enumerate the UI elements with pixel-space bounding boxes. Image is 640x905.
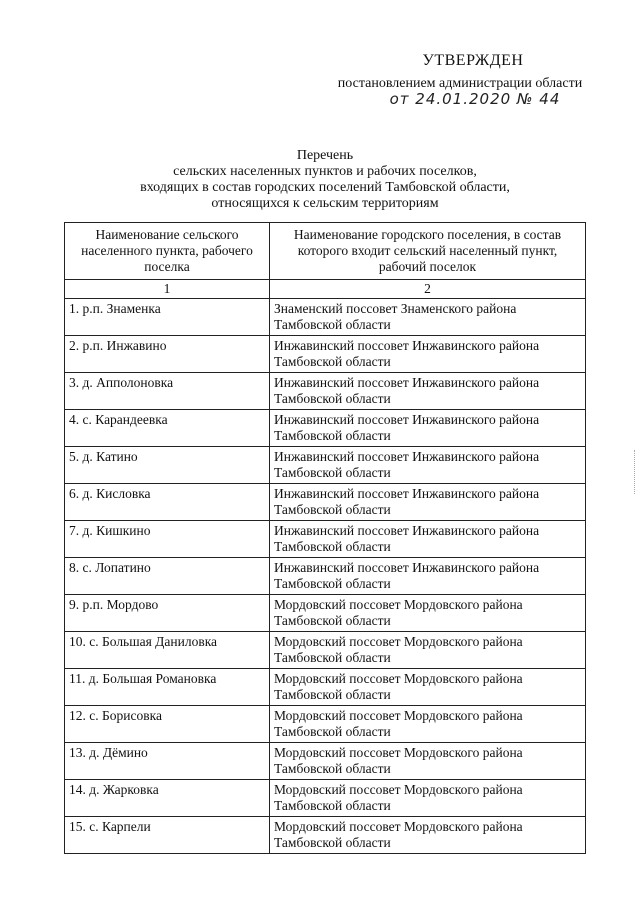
settlement-name-cell: 12. с. Борисовка: [65, 706, 270, 743]
table-row: [65, 447, 586, 484]
municipality-cell: Инжавинский поссовет Инжавинского района Тамбовской области: [270, 484, 586, 521]
table-row: [65, 558, 586, 595]
table-row: [65, 299, 586, 336]
settlement-name-cell: 8. с. Лопатино: [65, 558, 270, 595]
municipality-cell: Инжавинский поссовет Инжавинского района Тамбовской области: [270, 410, 586, 447]
column-header-settlement: Наименование сельского населенного пункта, рабочего поселка: [65, 223, 270, 280]
settlement-name-cell: 6. д. Кисловка: [65, 484, 270, 521]
column-header-municipality: Наименование городского поселения, в состав которого входит сельский населенный пункт, рабочий поселок: [270, 223, 586, 280]
table-row: [65, 817, 586, 854]
settlement-name-cell: 7. д. Кишкино: [65, 521, 270, 558]
municipality-cell: Инжавинский поссовет Инжавинского района Тамбовской области: [270, 558, 586, 595]
handwritten-date-number: от 24.01.2020 № 44: [389, 90, 561, 108]
approval-authority: постановлением администрации области: [337, 76, 583, 91]
settlement-name-cell: 5. д. Катино: [65, 447, 270, 484]
settlement-name-cell: 10. с. Большая Даниловка: [65, 632, 270, 669]
settlement-name-cell: 14. д. Жарковка: [65, 780, 270, 817]
table-body: [65, 299, 586, 854]
municipality-cell: Мордовский поссовет Мордовского района Тамбовской области: [270, 595, 586, 632]
municipality-cell: Мордовский поссовет Мордовского района Тамбовской области: [270, 706, 586, 743]
table-row: [65, 743, 586, 780]
municipality-cell: Инжавинский поссовет Инжавинского района Тамбовской области: [270, 447, 586, 484]
settlement-name-cell: 13. д. Дёмино: [65, 743, 270, 780]
table-row: [65, 595, 586, 632]
settlement-name-cell: 9. р.п. Мордово: [65, 595, 270, 632]
approval-block: [300, 52, 590, 108]
settlements-table: [64, 222, 586, 854]
municipality-cell: Знаменский поссовет Знаменского района Тамбовской области: [270, 299, 586, 336]
settlement-name-cell: 4. с. Карандеевка: [65, 410, 270, 447]
table-row: [65, 669, 586, 706]
municipality-cell: Инжавинский поссовет Инжавинского района Тамбовской области: [270, 521, 586, 558]
heading-line: относящихся к сельским территориям: [211, 196, 439, 211]
table-header-row: [65, 223, 586, 280]
settlement-name-cell: 15. с. Карпели: [65, 817, 270, 854]
municipality-cell: Мордовский поссовет Мордовского района Тамбовской области: [270, 632, 586, 669]
settlement-name-cell: 11. д. Большая Романовка: [65, 669, 270, 706]
municipality-cell: Инжавинский поссовет Инжавинского района Тамбовской области: [270, 336, 586, 373]
table-row: [65, 410, 586, 447]
table-row: [65, 780, 586, 817]
heading-line: Перечень: [296, 148, 354, 163]
table-row: [65, 373, 586, 410]
settlement-name-cell: 2. р.п. Инжавино: [65, 336, 270, 373]
column-number-row: [65, 280, 586, 299]
table-row: [65, 336, 586, 373]
column-number: 2: [270, 280, 586, 299]
municipality-cell: Инжавинский поссовет Инжавинского района Тамбовской области: [270, 373, 586, 410]
heading-line: входящих в состав городских поселений Тамбовской области,: [140, 180, 510, 195]
settlement-name-cell: 3. д. Апполоновка: [65, 373, 270, 410]
municipality-cell: Мордовский поссовет Мордовского района Тамбовской области: [270, 780, 586, 817]
heading-line: сельских населенных пунктов и рабочих поселков,: [173, 164, 477, 179]
document-heading: [60, 148, 590, 212]
table-row: [65, 632, 586, 669]
column-number: 1: [65, 280, 270, 299]
municipality-cell: Мордовский поссовет Мордовского района Тамбовской области: [270, 669, 586, 706]
settlement-name-cell: 1. р.п. Знаменка: [65, 299, 270, 336]
municipality-cell: Мордовский поссовет Мордовского района Тамбовской области: [270, 817, 586, 854]
municipality-cell: Мордовский поссовет Мордовского района Тамбовской области: [270, 743, 586, 780]
margin-mark: [634, 450, 638, 494]
approval-stamp: УТВЕРЖДЕН: [422, 52, 524, 69]
table-row: [65, 706, 586, 743]
table-row: [65, 521, 586, 558]
table-row: [65, 484, 586, 521]
